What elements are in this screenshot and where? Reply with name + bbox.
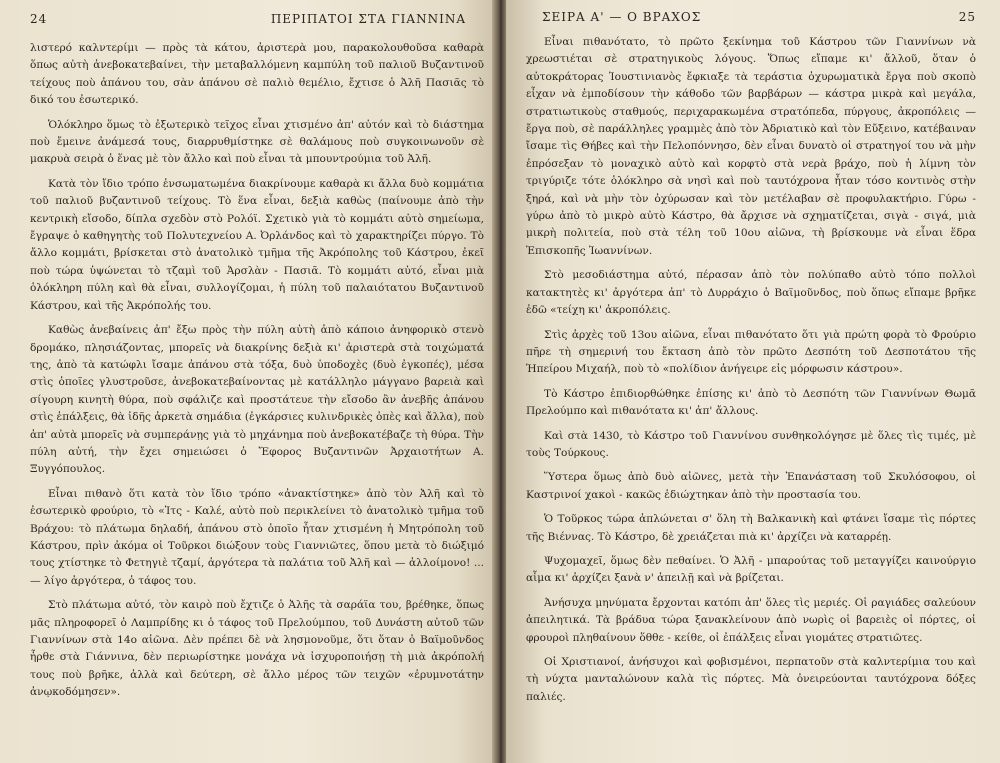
paragraph: Τὸ Κάστρο ἐπιδιορθώθηκε ἐπίσης κι' ἀπὸ τὸ Δεσπότη τῶν Γιαννίνων Θωμᾶ Πρελούμπο καὶ πιθανότατα κι' ἀπ' ἄλλους. [526, 387, 976, 418]
paragraph: Στὶς ἀρχὲς τοῦ 13ου αἰῶνα, εἶναι πιθανότατο ὅτι γιὰ πρώτη φορὰ τὸ Φρούριο πῆρε τὴ σημερινή του ἔκταση ἀπὸ τὸν πρῶτο Δεσπότη τοῦ Δεσποτάτου τῆς Ἠπείρου Μιχαήλ, ποὺ τὸ «πολίδιον ἀνήγειρε εἰς μόρφωσιν κάστρου». [526, 328, 976, 376]
paragraph: Καὶ στὰ 1430, τὸ Κάστρο τοῦ Γιαννίνου συνθηκολόγησε μὲ ὅλες τὶς τιμές, μὲ τοὺς Τούρκους. [526, 429, 976, 459]
paragraph: Καθὼς ἀνεβαίνεις ἀπ' ἔξω πρὸς τὴν πύλη αὐτὴ ἀπὸ κάποιο ἀνηφορικὸ στενὸ δρομάκο, πλησιάζοντας, μπορεῖς νὰ διακρίνης δεξιὰ κι' ἀριστερὰ στὰ τοιχώματά της, ἀπὸ τὰ κατώφλι ἴσαμε ἀπάνου στὰ τόξα, δυὸ ὑποδοχὲς (δυὸ ἐγκοπές), μέσα στὶς ὁποῖες γλυστροῦσε, ἀνεβοκατεβαίνοντας μὲ κατάλληλο μάγγανο βαρειὰ καὶ σίγουρη κινητὴ θύρα, ποὺ σφάλιζε καὶ προστάτευε τὴν εἴσοδο ἂν ἀνεβῆς ἀπάνου στὶς ἐπάλξεις, θὰ ἰδῆς ἀρκετὰ σημάδια (ἐγκάρσιες κυλινδρικὲς ὀπὲς καὶ ἄλλα), ποὺ ἀπ' αὐτὰ μπορεῖς νὰ συμπεράνῃς γιὰ τὸ μηχάνημα ποὺ ἀνεβοκατέβαζε τὴ θύρα. Τὴν πύλη αὐτή, τὴν ἔχει σημειώσει ὁ Ἔφορος Βυζαντινῶν Ἀρχαιοτήτων Α. Ξυγγόπουλος. [30, 324, 484, 476]
left-page-header [30, 12, 484, 26]
paragraph: Ὁ Τοῦρκος τώρα ἁπλώνεται σ' ὅλη τὴ Βαλκανικὴ καὶ φτάνει ἴσαμε τὶς πόρτες τῆς Βιέννας. Τὸ Κάστρο, δὲ χρειάζεται πιὰ κι' ἀρχίζει νὰ καταρρέῃ. [526, 513, 976, 543]
running-head: ΣΕΙΡΑ Α' — Ο ΒΡΑΧΟΣ [542, 10, 702, 24]
paragraph: Οἱ Χριστιανοί, ἀνήσυχοι καὶ φοβισμένοι, περπατοῦν στὰ καλντερίμια του καὶ τὴ νύχτα μανταλώνουν καλὰ τὶς πόρτες. Μὰ ὀνειρεύονται ταυτόχρονα δόξες παλιές. [526, 656, 976, 703]
paragraph: Ψυχομαχεῖ, ὅμως δὲν πεθαίνει. Ὁ Ἀλῆ - μπαρούτας τοῦ μεταγγίζει καινούργιο αἷμα κι' ἀρχίζει ξανὰ ν' ἀπειλῇ καὶ νὰ βρίζεται. [526, 554, 976, 585]
paragraph: Κατὰ τὸν ἴδιο τρόπο ἐνσωματωμένα διακρίνουμε καθαρὰ κι ἄλλα δυὸ κομμάτια τοῦ παλιοῦ βυζαντινοῦ τείχους. Τὸ ἕνα εἶναι, δεξιὰ καθὼς (παίνουμε ἀπὸ τὴν κεντρικὴ εἴσοδο, δίπλα σχεδὸν στὸ Ρολόϊ. Σχετικὸ γιὰ τὸ κομμάτι αὐτὸ σημείωμα, ἔγραψε ὁ καθηγητὴς τοῦ Πολυτεχνείου Α. Ὀρλάνδος καὶ τὸ χαρακτηρίζει πύργο. Τὸ ἄλλο κομμάτι, βρίσκεται στὸ ἀνατολικὸ τμῆμα τῆς Ἀκρόπολης τοῦ Κάστρου, ἐκεῖ ποὺ τώρα ὑψώνεται τὸ τζαμὶ τοῦ Ἀρσλὰν - Πασιᾶ. Τὸ κομμάτι αὐτό, εἶναι μιὰ ὁλόκληρη πύλη καὶ θὰ εἶναι, συλλογίζομαι, ἡ πύλη τοῦ παλαιότατου Βυζαντινοῦ Κάστρου, καὶ τῆς Ἀκρόπολής του. [30, 177, 484, 312]
paragraph: Στὸ μεσοδιάστημα αὐτό, πέρασαν ἀπὸ τὸν πολύπαθο αὐτὸ τόπο πολλοὶ κατακτητὲς κι' ἀργότερα ἀπ' τὸ Δυρράχιο ὁ Βαϊμοῦνδος, ποὺ ὅπως εἴπαμε βρῆκε ἐδῶ «τείχη κι' ἀκροπόλεις. [526, 269, 976, 317]
page-number: 24 [30, 12, 48, 26]
left-page [0, 0, 494, 763]
paragraph: Εἶναι πιθανὸ ὅτι κατὰ τὸν ἴδιο τρόπο «ἀνακτίστηκε» ἀπὸ τὸν Ἀλῆ καὶ τὸ ἐσωτερικὸ φρούριο, τὸ «Ἰτς - Καλέ, αὐτὸ ποὺ περικλείνει τὸ ἀνατολικὸ τμῆμα τοῦ Βράχου: τὸ πλάτωμα δηλαδή, ἀπάνου στὸ ὁποῖο ἦταν χτισμένη ἡ Μητρόπολη τοῦ Κάστρου, πρὶν ἀκόμα οἱ Τοῦρκοι διώξουν τοὺς Γιαννιῶτες, ὅπου μετὰ τὸ διώξιμό τους χτίστηκε τὸ Φετηγιὲ τζαμί, ἀργότερα τὰ παλάτια τοῦ Ἀλῆ καὶ — ἀλλοίμονο! ... — λίγο ἀργότερα, ὁ τάφος του. [30, 487, 484, 587]
page-number: 25 [958, 10, 976, 24]
paragraph: λιστερό καλντερίμι — πρὸς τὰ κάτου, ἀριστερὰ μου, παρακολουθοῦσα καθαρὰ ὅπως αὐτὴ ἀνεβοκατεβαίνει, τὴν μεταβαλλόμενη καμπύλη τοῦ παλιοῦ Βυζαντινοῦ τείχους ποὺ ἀπάνου του, σὰν ἀπάνου σὲ παλιὸ θεμέλιο, ἔχτισε ὁ Ἀλῆ Πασιᾶς τὸ δικό του ἐσωτερικό. [30, 42, 484, 107]
paragraph: Ἀνήσυχα μηνύματα ἔρχονται κατόπι ἀπ' ὅλες τὶς μεριές. Οἱ ραγιάδες σαλεύουν ἀπειλητικά. Τὰ βράδυα τώρα ξανακλείνουν ἀπὸ νωρὶς οἱ βαρειὲς οἱ πόρτες, οἱ φρουροὶ πληθαίνουν ὅθθε - κείθε, οἱ ἐπάλξεις εἶναι γιομάτες στρατιῶτες. [526, 596, 976, 644]
paragraph: Εἶναι πιθανότατο, τὸ πρῶτο ξεκίνημα τοῦ Κάστρου τῶν Γιαννίνων νὰ χρεωστιέται σὲ στρατηγικοὺς λόγους. Ὅπως εἴπαμε κι' ἄλλοῦ, ὅταν ὁ αὐτοκράτορας Ἰουστινιανὸς ἔφκιαξε τὰ τεράστια ὀχυρωματικὰ ἔργα ποὺ σκοπὸ εἶχαν νὰ ἐμποδίσουν τὴν κάθοδο τῶν βαρβάρων — κάστρα μικρὰ καὶ μεγάλα, στρατιωτικοὺς σταθμούς, περιχαρακωμένα στρατόπεδα, πύργους, ἀκροπόλεις — ἔργα ποὺ, σὲ παράλληλες γραμμὲς ἀπὸ τὸν Ἀδριατικὸ καὶ τὸν Εὔξεινο, κατέβαιναν ἴσαμε τὶς Θήβες καὶ τὴν Πελοπόννησο, δὲν εἶναι δυνατὸ οἱ στρατηγοί του νὰ μὴν ἐπρόσεξαν τὸ μοναχικὸ αὐτὸ καὶ κορφτὸ στὰ νερὰ βράχο, ποὺ ἡ λίμνη τὸν τριγύριζε τότε ὁλόκληρο σὰ νησὶ καὶ ποὺ ταυτόχρονα ἦταν τόσο κοντινὸς στὴν ξηρά, καὶ νὰ μὴν τὸν ὀχύρωσαν καὶ τὸν μετέλαβαν σὲ προφυλακτήριο. Γύρω - γύρω ἀπὸ τὸ μικρὸ αὐτὸ Κάστρο, θὰ ἄρχισε νὰ σχηματίζεται, σιγὰ - σιγά, μιὰ μικρὴ πολιτεία, ποὺ στὰ τέλη τοῦ 10ου αἰῶνα, τὴ βρίσκουμε νὰ εἶναι ἕδρα Ἐπισκοπῆς Ἰωαννίνων. [526, 36, 976, 257]
running-head: ΠΕΡΙΠΑΤΟΙ ΣΤΑ ΓΙΑΝΝΙΝΑ [270, 12, 466, 26]
paragraph: Στὸ πλάτωμα αὐτό, τὸν καιρὸ ποὺ ἔχτιζε ὁ Ἀλῆς τὰ σαράϊα του, βρέθηκε, ὅπως μᾶς πληροφορεῖ ὁ Λαμπρίδης κι ὁ τάφος τοῦ Πρελούμπου, τοῦ Δυνάστη αὐτοῦ τῶν Γιαννίνων στὰ 14ο αἰῶνα. Δὲν πρέπει δὲ νὰ λησμονοῦμε, ὅτι ὅταν ὁ Βαϊμοῦνδος ἦρθε στὰ Γιάννινα, δὲν περιωρίστηκε μονάχα νὰ ἰσχυροποιήσῃ τὴ μιὰ ἀκρόπολή τους ποὺ βρῆκε, ἀλλὰ καὶ δεύτερη, σὲ ἄλλο μέρος τῶν τειχῶν «ἐρυμνοτάτην ἀνῳκοδόμησεν». [30, 599, 484, 699]
paragraph: Ὕστερα ὅμως ἀπὸ δυὸ αἰῶνες, μετὰ τὴν Ἐπανάσταση τοῦ Σκυλόσοφου, οἱ Καστρινοί χακοὶ - κακῶς ἐδιώχτηκαν ἀπὸ τὴν προστασία του. [526, 471, 976, 501]
right-page [506, 0, 1000, 763]
right-page-header [526, 10, 976, 24]
paragraph: Ὁλόκληρο ὅμως τὸ ἐξωτερικὸ τεῖχος εἶναι χτισμένο ἀπ' αὐτόν καὶ τὸ διάστημα ποὺ ἔμεινε ἀνάμεσά τους, διαρρυθμίστηκε σὲ θαλάμους ποὺ συγκοινωνοῦν σὲ μακρυὰ σειρὰ ὁ ἕνας μὲ τὸν ἄλλο καὶ ποὺ εἶναι τὰ μπουντρούμια τοῦ Ἀλῆ. [30, 118, 484, 166]
